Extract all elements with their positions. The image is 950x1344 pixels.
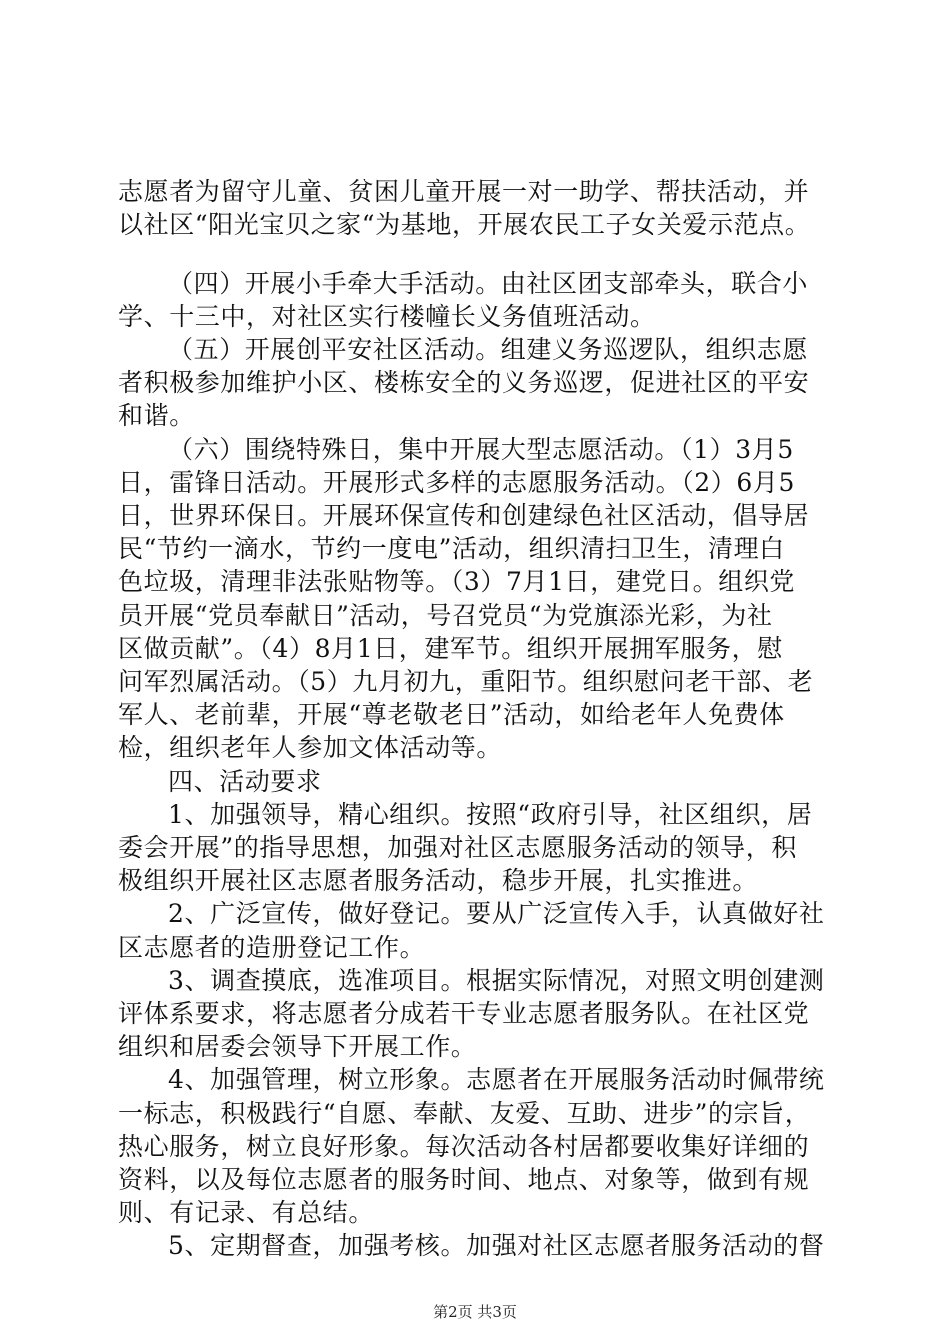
- paragraph-5-start: （五）开展创平安社区活动。组建义务巡逻队，组织志愿: [168, 335, 809, 364]
- body-text-line: 志愿者为留守儿童、贫困儿童开展一对一助学、帮扶活动，并: [118, 177, 810, 206]
- body-text-line: 军人、老前辈，开展“尊老敬老日”活动，如给老年人免费体: [118, 700, 785, 729]
- requirement-1-start: 1、加强领导，精心组织。按照“政府引导，社区组织，居: [168, 800, 813, 829]
- body-text-line: 问军烈属活动。（5）九月初九，重阳节。组织慰问老干部、老: [118, 667, 814, 696]
- body-text-line: 员开展“党员奉献日”活动，号召党员“为党旗添光彩，为社: [118, 601, 773, 630]
- body-text-line: 日，雷锋日活动。开展形式多样的志愿服务活动。（2）6月5: [118, 468, 796, 497]
- body-text-line: 检，组织老年人参加文体活动等。: [118, 733, 503, 762]
- body-text-line: 评体系要求，将志愿者分成若干专业志愿者服务队。在社区党: [118, 999, 810, 1028]
- body-text-line: 区做贡献”。（4）8月1日，建军节。组织开展拥军服务，慰: [118, 634, 783, 663]
- body-text-line: 则、有记录、有总结。: [118, 1198, 375, 1227]
- body-text-line: 一标志，积极践行“自愿、奉献、友爱、互助、进步”的宗旨，: [118, 1099, 811, 1128]
- paragraph-4-start: （四）开展小手牵大手活动。由社区团支部牵头，联合小: [168, 269, 809, 298]
- body-text-line: 极组织开展社区志愿者服务活动，稳步开展，扎实推进。: [118, 866, 759, 895]
- body-text-line: 民“节约一滴水，节约一度电”活动，组织清扫卫生，清理白: [118, 534, 785, 563]
- requirement-4-start: 4、加强管理，树立形象。志愿者在开展服务活动时佩带统: [168, 1065, 825, 1094]
- section-heading: 四、活动要求: [168, 767, 322, 796]
- body-text-line: 色垃圾，清理非法张贴物等。（3）7月1日，建党日。组织党: [118, 567, 796, 596]
- body-text-line: 组织和居委会领导下开展工作。: [118, 1032, 477, 1061]
- body-text-line: 区志愿者的造册登记工作。: [118, 933, 426, 962]
- body-text-line: 和谐。: [118, 401, 195, 430]
- body-text-line: 热心服务，树立良好形象。每次活动各村居都要收集好详细的: [118, 1132, 810, 1161]
- body-text-line: 者积极参加维护小区、楼栋安全的义务巡逻，促进社区的平安: [118, 368, 810, 397]
- body-text-line: 日，世界环保日。开展环保宣传和创建绿色社区活动，倡导居: [118, 501, 810, 530]
- page-footer: 第2页 共3页: [433, 1303, 517, 1321]
- body-text-line: 资料，以及每位志愿者的服务时间、地点、对象等，做到有规: [118, 1165, 810, 1194]
- body-text-line: 委会开展”的指导思想，加强对社区志愿服务活动的领导，积: [118, 833, 797, 862]
- paragraph-6-start: （六）围绕特殊日，集中开展大型志愿活动。（1）3月5: [168, 435, 794, 464]
- requirement-3-start: 3、调查摸底，选准项目。根据实际情况，对照文明创建测: [168, 966, 825, 995]
- requirement-2-start: 2、广泛宣传，做好登记。要从广泛宣传入手，认真做好社: [168, 899, 825, 928]
- body-text-line: 学、十三中，对社区实行楼幢长义务值班活动。: [118, 302, 656, 331]
- requirement-5-start: 5、定期督查，加强考核。加强对社区志愿者服务活动的督: [168, 1231, 825, 1260]
- body-text-line: 以社区“阳光宝贝之家“为基地，开展农民工子女关爱示范点。: [118, 210, 811, 239]
